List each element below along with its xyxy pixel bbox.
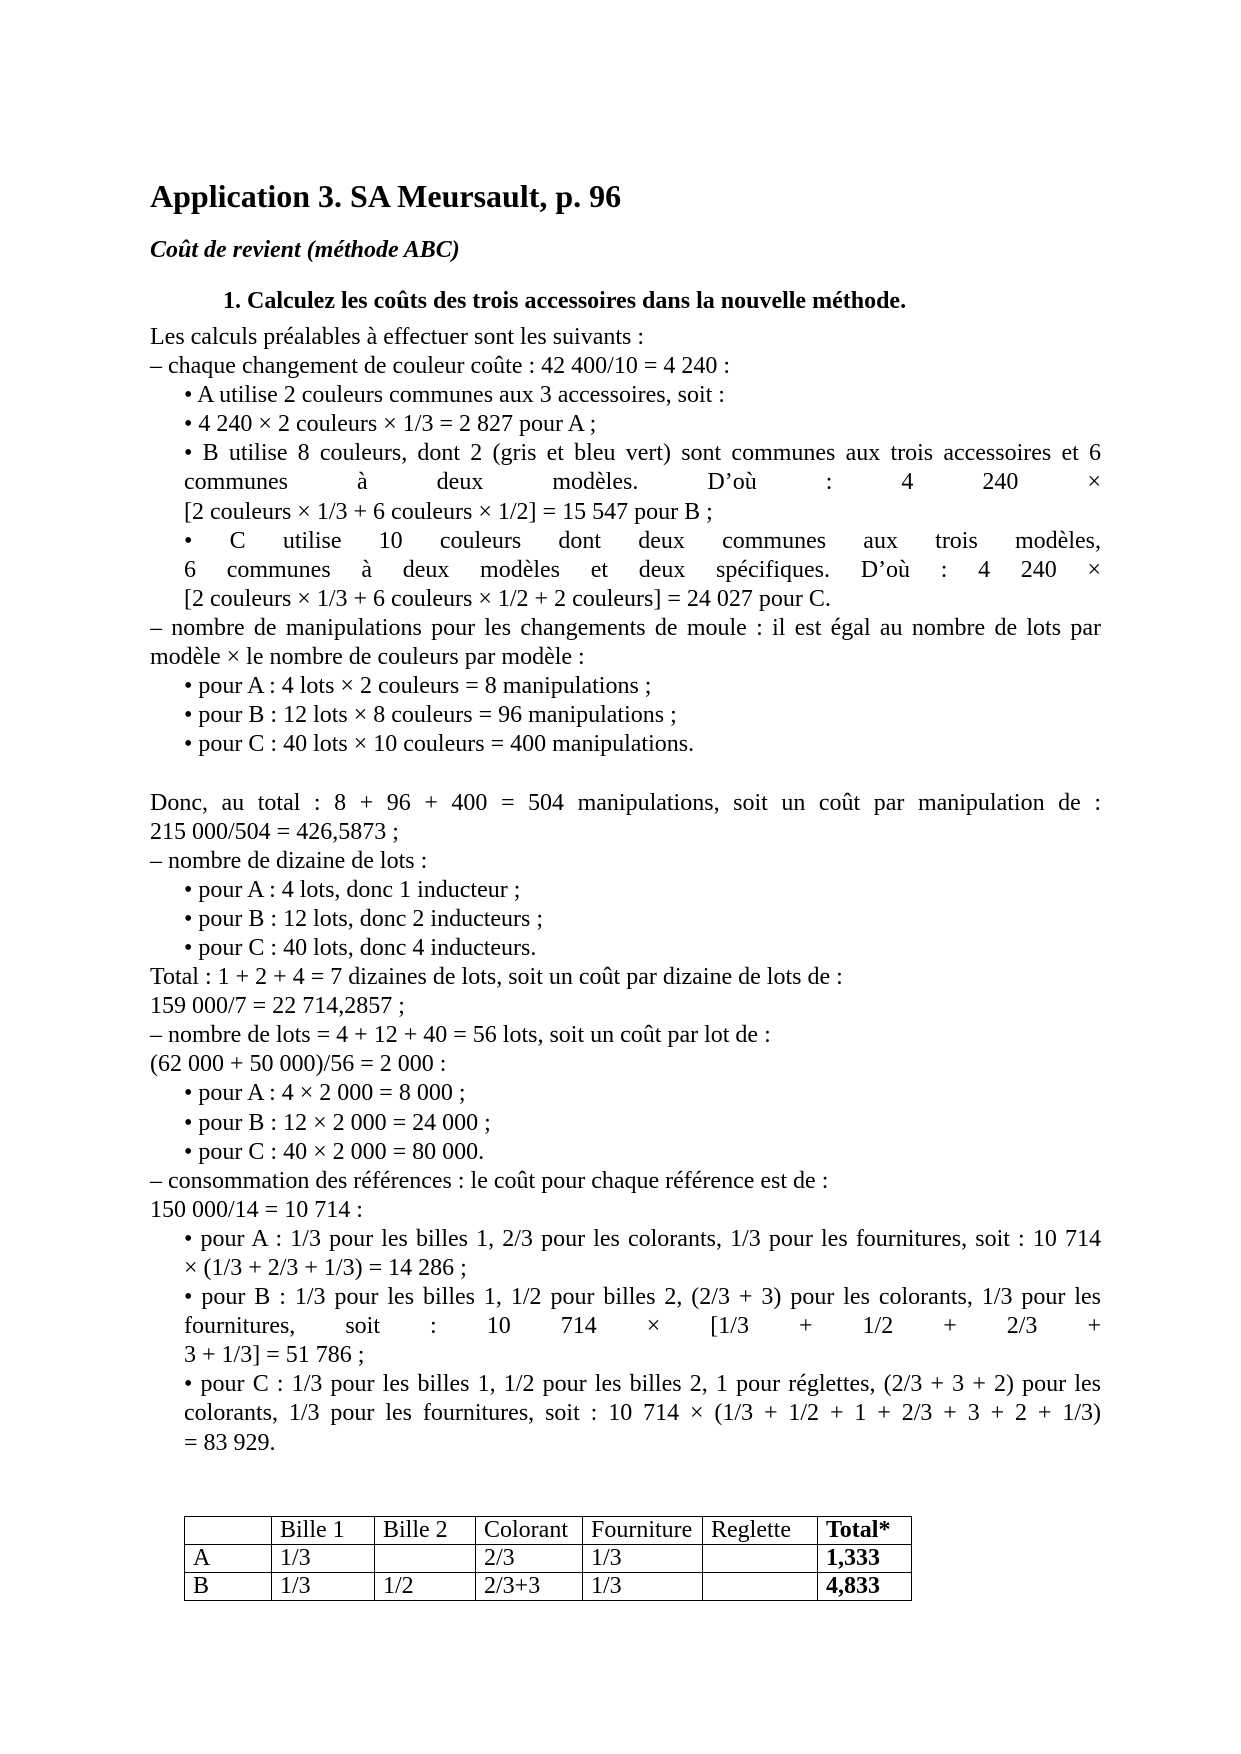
table-cell: 1/3 bbox=[583, 1545, 703, 1573]
table-cell bbox=[703, 1545, 818, 1573]
text-line: – consommation des références : le coût pour chaque référence est de : bbox=[150, 1167, 829, 1194]
text-line: • pour B : 1/3 pour les billes 1, 1/2 pour billes 2, (2/3 + 3) pour les colorants, 1/3 pour les bbox=[184, 1284, 1101, 1311]
text-line: 215 000/504 = 426,5873 ; bbox=[150, 818, 399, 845]
table-cell bbox=[185, 1517, 272, 1545]
text-line: Total : 1 + 2 + 4 = 7 dizaines de lots, soit un coût par dizaine de lots de : bbox=[150, 964, 843, 991]
text-line: • pour C : 40 lots, donc 4 inducteurs. bbox=[184, 934, 537, 961]
table-row bbox=[185, 1573, 912, 1601]
table-cell: 2/3 bbox=[476, 1545, 583, 1573]
text-line: 6 communes à deux modèles et deux spécifiques. D’où : 4 240 × bbox=[184, 556, 1101, 583]
text-line: • pour A : 4 lots × 2 couleurs = 8 manipulations ; bbox=[184, 673, 652, 700]
text-line: [2 couleurs × 1/3 + 6 couleurs × 1/2 + 2 couleurs] = 24 027 pour C. bbox=[184, 585, 831, 612]
table-cell: 1/3 bbox=[272, 1573, 375, 1601]
total-cell: 4,833 bbox=[818, 1573, 912, 1601]
question-heading: 1. Calculez les coûts des trois accessoires dans la nouvelle méthode. bbox=[223, 288, 907, 314]
text-line: • pour A : 4 lots, donc 1 inducteur ; bbox=[184, 876, 521, 903]
table-cell: B bbox=[185, 1573, 272, 1601]
text-line: – nombre de lots = 4 + 12 + 40 = 56 lots, soit un coût par lot de : bbox=[150, 1022, 771, 1049]
text-line: [2 couleurs × 1/3 + 6 couleurs × 1/2] = 15 547 pour B ; bbox=[184, 498, 713, 525]
total-cell: 1,333 bbox=[818, 1545, 912, 1573]
text-line: = 83 929. bbox=[184, 1429, 276, 1456]
text-line: – nombre de dizaine de lots : bbox=[150, 847, 428, 874]
table-cell: Bille 1 bbox=[272, 1517, 375, 1545]
table-cell: Reglette bbox=[703, 1517, 818, 1545]
text-line: • pour C : 40 × 2 000 = 80 000. bbox=[184, 1138, 485, 1165]
table-cell: 1/3 bbox=[272, 1545, 375, 1573]
text-line: colorants, 1/3 pour les fournitures, soit : 10 714 × (1/3 + 1/2 + 1 + 2/3 + 3 + 2 + 1/3) bbox=[184, 1400, 1101, 1427]
text-line: • pour A : 1/3 pour les billes 1, 2/3 pour les colorants, 1/3 pour les fournitures, soit : 10 714 bbox=[184, 1225, 1101, 1252]
table-header-row bbox=[185, 1517, 912, 1545]
text-line: • A utilise 2 couleurs communes aux 3 accessoires, soit : bbox=[184, 382, 725, 409]
coefficients-table bbox=[184, 1516, 912, 1601]
table-cell: 2/3+3 bbox=[476, 1573, 583, 1601]
text-line: modèle × le nombre de couleurs par modèle : bbox=[150, 644, 585, 671]
table-cell bbox=[703, 1573, 818, 1601]
table-cell: Fourniture bbox=[583, 1517, 703, 1545]
text-line: fournitures, soit : 10 714 × [1/3 + 1/2 + 2/3 + bbox=[184, 1313, 1101, 1340]
text-line: • pour B : 12 × 2 000 = 24 000 ; bbox=[184, 1109, 491, 1136]
text-line: • pour A : 4 × 2 000 = 8 000 ; bbox=[184, 1080, 466, 1107]
text-line: Les calculs préalables à effectuer sont les suivants : bbox=[150, 324, 645, 350]
text-line: • B utilise 8 couleurs, dont 2 (gris et bleu vert) sont communes aux trois accessoires et 6 bbox=[184, 440, 1101, 467]
page-title: Application 3. SA Meursault, p. 96 bbox=[150, 178, 622, 214]
table-cell: Bille 2 bbox=[375, 1517, 476, 1545]
text-line: (62 000 + 50 000)/56 = 2 000 : bbox=[150, 1051, 447, 1078]
section-subtitle: Coût de revient (méthode ABC) bbox=[150, 237, 460, 263]
text-line: • pour B : 12 lots, donc 2 inducteurs ; bbox=[184, 905, 544, 932]
table-cell: Colorant bbox=[476, 1517, 583, 1545]
text-line: Donc, au total : 8 + 96 + 400 = 504 manipulations, soit un coût par manipulation de : bbox=[150, 789, 1101, 816]
text-line: • C utilise 10 couleurs dont deux communes aux trois modèles, bbox=[184, 527, 1101, 554]
text-line: • pour C : 40 lots × 10 couleurs = 400 manipulations. bbox=[184, 731, 695, 758]
text-line: communes à deux modèles. D’où : 4 240 × bbox=[184, 469, 1101, 496]
text-line: – nombre de manipulations pour les changements de moule : il est égal au nombre de lots par bbox=[150, 614, 1101, 641]
table-cell bbox=[375, 1545, 476, 1573]
text-line: × (1/3 + 2/3 + 1/3) = 14 286 ; bbox=[184, 1255, 467, 1281]
table-cell: 1/3 bbox=[583, 1573, 703, 1601]
text-line: • pour B : 12 lots × 8 couleurs = 96 manipulations ; bbox=[184, 702, 677, 729]
text-line: 150 000/14 = 10 714 : bbox=[150, 1196, 363, 1223]
blank-line bbox=[150, 759, 1101, 788]
text-line: 3 + 1/3] = 51 786 ; bbox=[184, 1342, 365, 1369]
body-text bbox=[150, 323, 1101, 1458]
text-line: – chaque changement de couleur coûte : 42 400/10 = 4 240 : bbox=[150, 353, 731, 380]
text-line: • 4 240 × 2 couleurs × 1/3 = 2 827 pour A ; bbox=[184, 411, 597, 438]
text-line: 159 000/7 = 22 714,2857 ; bbox=[150, 993, 405, 1020]
table-cell: A bbox=[185, 1545, 272, 1573]
text-line: • pour C : 1/3 pour les billes 1, 1/2 pour les billes 2, 1 pour réglettes, (2/3 + 3 + 2) pour les bbox=[184, 1371, 1101, 1398]
table-cell: 1/2 bbox=[375, 1573, 476, 1601]
total-cell: Total* bbox=[818, 1517, 912, 1545]
table-row bbox=[185, 1545, 912, 1573]
